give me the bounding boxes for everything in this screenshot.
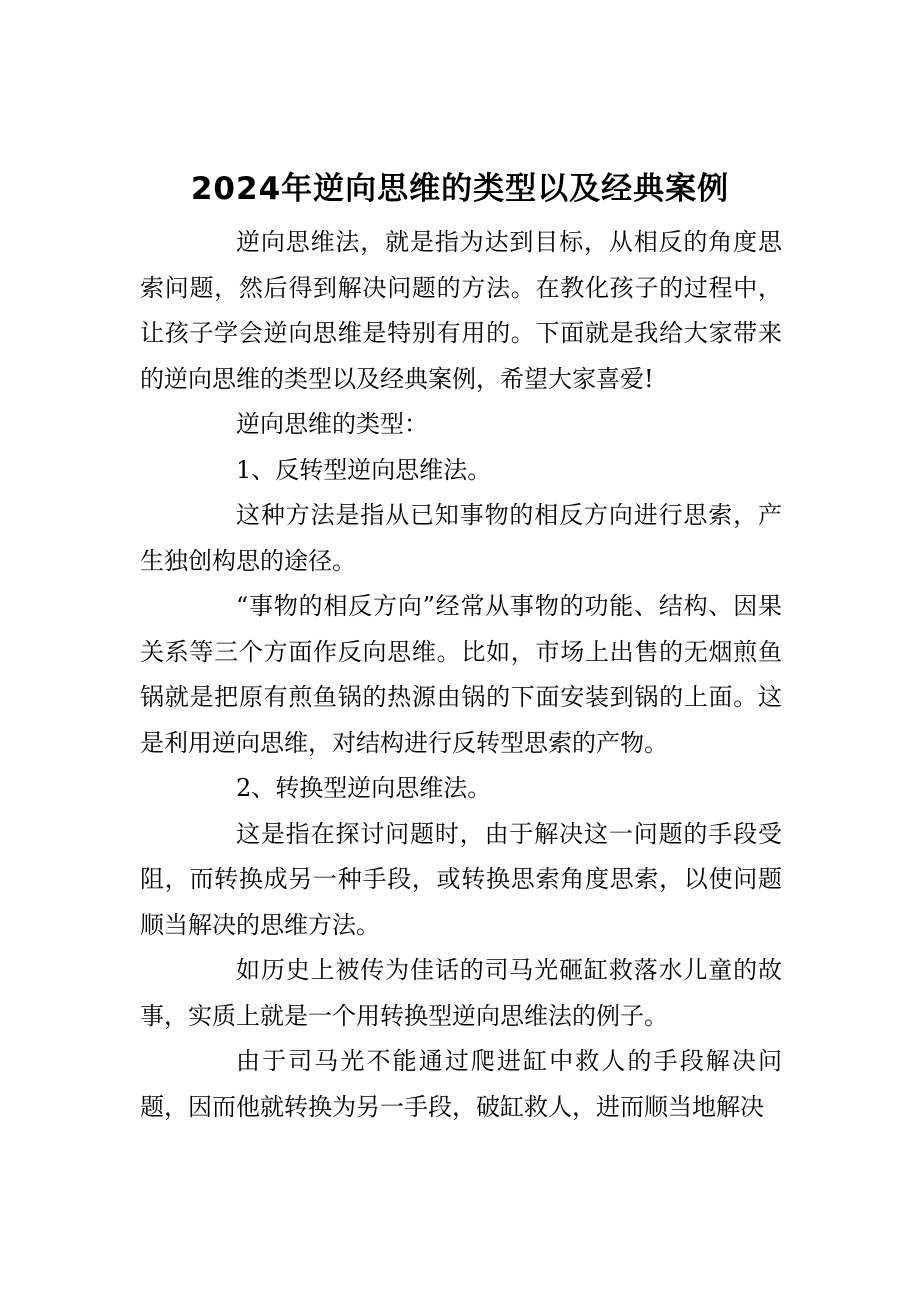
paragraph-type-2-explanation: 由于司马光不能通过爬进缸中救人的手段解决问题，因而他就转换为另一手段，破缸救人，进而顺当地解决	[140, 1047, 782, 1121]
paragraph-type-1-definition: 这种方法是指从已知事物的相反方向进行思索，产生独创构思的途径。	[140, 501, 782, 575]
paragraph-type-2-definition: 这是指在探讨问题时，由于解决这一问题的手段受阻，而转换成另一种手段，或转换思索角度思索，以使问题顺当解决的思维方法。	[140, 819, 782, 939]
paragraph-type-2-heading: 2、转换型逆向思维法。	[236, 774, 492, 802]
paragraph-type-1-heading: 1、反转型逆向思维法。	[236, 455, 492, 484]
document-title: 2024年逆向思维的类型以及经典案例	[190, 170, 730, 207]
paragraph-type-2-example: 如历史上被传为佳话的司马光砸缸救落水儿童的故事，实质上就是一个用转换型逆向思维法的例子。	[140, 956, 782, 1030]
paragraph-intro: 逆向思维法，就是指为达到目标，从相反的角度思索问题，然后得到解决问题的方法。在教化孩子的过程中，让孩子学会逆向思维是特别有用的。下面就是我给大家带来的逆向思维的类型以及经典案例，希望大家喜爱!	[140, 228, 782, 393]
paragraph-types-heading: 逆向思维的类型：	[236, 410, 428, 438]
document-body	[140, 220, 782, 1130]
paragraph-type-1-example: “事物的相反方向”经常从事物的功能、结构、因果关系等三个方面作反向思维。比如，市场上出售的无烟煎鱼锅就是把原有煎鱼锅的热源由锅的下面安装到锅的上面。这是利用逆向思维，对结构进行反转型思索的产物。	[140, 592, 782, 757]
